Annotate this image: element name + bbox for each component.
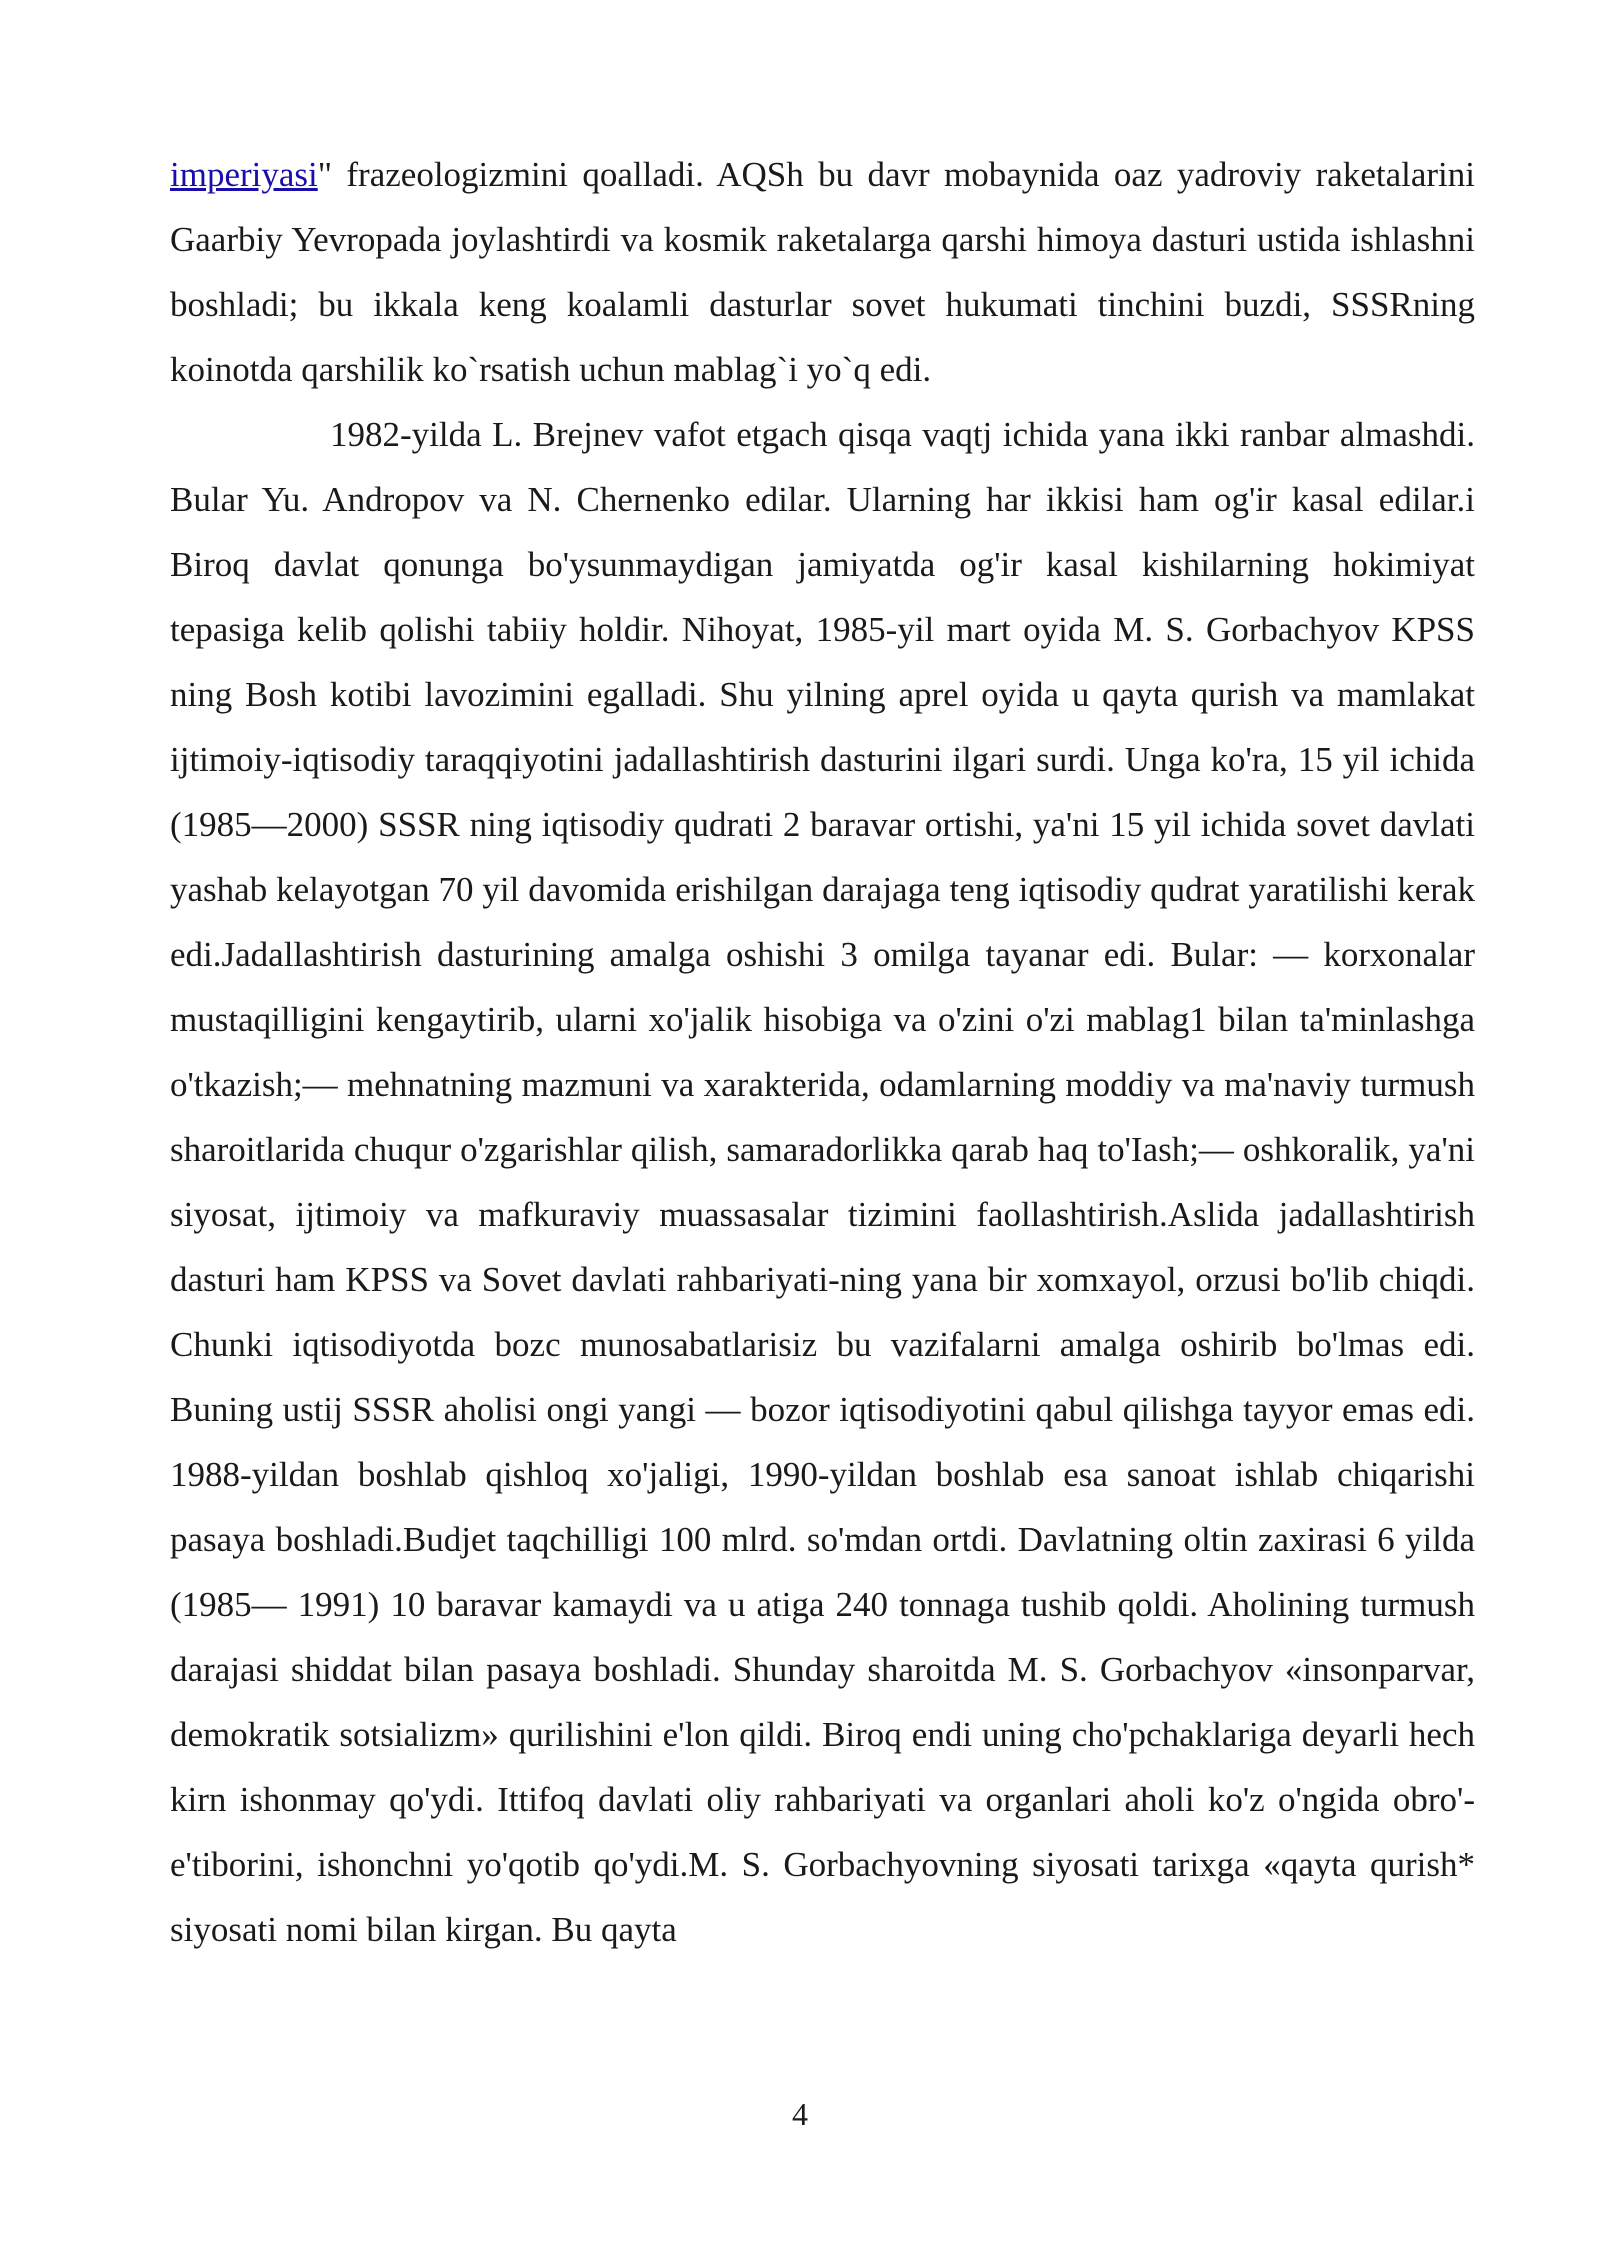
imperiyasi-link[interactable]: imperiyasi xyxy=(170,155,318,194)
paragraph-1 xyxy=(170,142,1475,402)
document-page xyxy=(170,142,1475,1962)
page-number: 4 xyxy=(792,2096,808,2132)
paragraph-1-text: " frazeologizmini qoalladi. AQSh bu davr mobaynida oaz yadroviy raketalarini Gaarbiy Yevropada joylashtirdi va kosmik raketalarga qarshi himoya dasturi ustida ishlashni boshladi; bu ikkala keng koalamli dasturlar sovet hukumati tinchini buzdi, SSSRning koinotda qarshilik ko`rsatish uchun mablag`i yo`q edi. xyxy=(170,155,1475,389)
paragraph-2: 1982-yilda L. Brejnev vafot etgach qisqa vaqtj ichida yana ikki ranbar almashdi. Bular Yu. Andropov va N. Chernenko edilar. Ularning har ikkisi ham og'ir kasal edilar.i Biroq davlat qonunga bo'ysunmaydigan jamiyatda og'ir kasal kishilarning hokimiyat tepasiga kelib qolishi tabiiy holdir. Nihoyat, 1985-yil mart oyida M. S. Gorbachyov KPSS ning Bosh kotibi lavozimini egalladi. Shu yilning aprel oyida u qayta qurish va mamlakat ijtimoiy-iqtisodiy taraqqiyotini jadallashtirish dasturini ilgari surdi. Unga ko'ra, 15 yil ichida (1985—2000) SSSR ning iqtisodiy qudrati 2 baravar ortishi, ya'ni 15 yil ichida sovet davlati yashab kelayotgan 70 yil davomida erishilgan darajaga teng iqtisodiy qudrat yaratilishi kerak edi.Jadallashtirish dasturining amalga oshishi 3 omilga tayanar edi. Bular: — korxonalar mustaqilligini kengaytirib, ularni xo'jalik hisobiga va o'zini o'zi mablag1 bilan ta'minlashga o'tkazish;— mehnatning mazmuni va xarakterida, odamlarning moddiy va ma'naviy turmush sharoitlarida chuqur o'zgarishlar qilish, samaradorlikka qarab haq to'Iash;— oshkoralik, ya'ni siyosat, ijtimoiy va mafkuraviy muassasalar tizimini faollashtirish.Aslida jadallashtirish dasturi ham KPSS va Sovet davlati rahbariyati-ning yana bir xomxayol, orzusi bo'lib chiqdi. Chunki iqtisodiyotda bozc munosabatlarisiz bu vazifalarni amalga oshirib bo'lmas edi. Buning ustij SSSR aholisi ongi yangi — bozor iqtisodiyotini qabul qilishga tayyor emas edi. 1988-yildan boshlab qishloq xo'jaligi, 1990-yildan boshlab esa sanoat ishlab chiqarishi pasaya boshladi.Budjet taqchilligi 100 mlrd. so'mdan ortdi. Davlatning oltin zaxirasi 6 yilda (1985— 1991) 10 baravar kamaydi va u atiga 240 tonnaga tushib qoldi. Aholining turmush darajasi shiddat bilan pasaya boshladi. Shunday sharoitda M. S. Gorbachyov «insonparvar, demokratik sotsializm» qurilishini e'lon qildi. Biroq endi uning cho'pchaklariga deyarli hech kirn ishonmay qo'ydi. Ittifoq davlati oliy rahbariyati va organlari aholi ko'z o'ngida obro'-e'tiborini, ishonchni yo'qotib qo'ydi.M. S. Gorbachyovning siyosati tarixga «qayta qurish* siyosati nomi bilan kirgan. Bu qayta xyxy=(170,415,1475,1949)
